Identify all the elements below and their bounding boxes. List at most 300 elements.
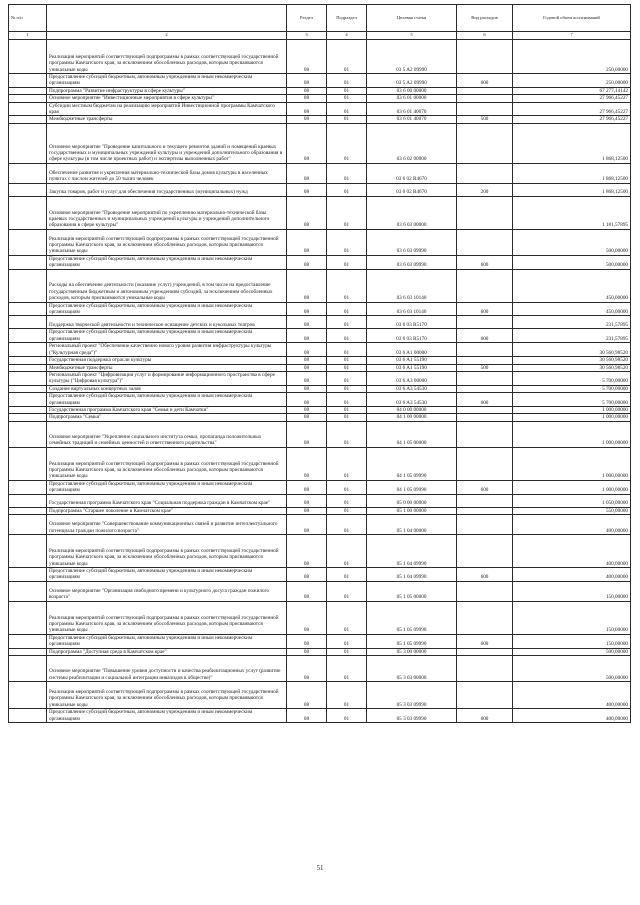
number-cell — [9, 507, 47, 514]
target-article-cell: 03 5 A2 09990 — [367, 40, 457, 74]
amount-cell: 500,00000 — [513, 648, 631, 655]
name-cell: Предоставление субсидий бюджетным, автономным учреждениям и иным некоммерческим организациям — [47, 480, 287, 494]
table-row — [9, 269, 631, 302]
podrazdel-cell: 01 — [327, 709, 367, 723]
target-article-cell: 04 1 00 00000 — [367, 414, 457, 421]
name-cell: Реализация мероприятий соответствующей подпрограммы в рамках соответствующей государственной программы Камчатского края, за исключением обособленных расходов, которым присваиваются уникальные коды — [47, 601, 287, 634]
target-article-cell: 03 6 03 09990 — [367, 229, 457, 255]
target-article-cell: 03 6 01 00000 — [367, 95, 457, 102]
name-cell: Подпрограмма "Доступная среда в Камчатском крае" — [47, 648, 287, 655]
name-cell: Основное мероприятие "Организация свободного времени и культурного досуга граждан пожилого возраста" — [47, 581, 287, 601]
table-row — [9, 316, 631, 329]
target-article-cell: 03 6 00 00000 — [367, 87, 457, 94]
number-cell — [9, 40, 47, 74]
expense-type-cell — [457, 447, 513, 480]
expense-type-cell — [457, 656, 513, 682]
expense-type-cell — [457, 507, 513, 514]
expense-type-cell — [457, 406, 513, 413]
name-cell: Основное мероприятие "Совершенствование коммуникационных связей и развитие интеллектуального потенциала граждан пожилого возраста" — [47, 514, 287, 534]
table-row — [9, 601, 631, 634]
podrazdel-cell: 01 — [327, 255, 367, 269]
table-row — [9, 648, 631, 655]
page-number: 51 — [316, 864, 324, 872]
podrazdel-cell: 01 — [327, 87, 367, 94]
target-article-cell: 05 1 05 09990 — [367, 601, 457, 634]
target-article-cell: 05 1 00 00000 — [367, 507, 457, 514]
razdel-cell: 08 — [287, 183, 327, 196]
target-article-cell: 03 6 02 R4670 — [367, 163, 457, 183]
name-cell: Создание виртуальных концертных залов — [47, 385, 287, 392]
expense-type-cell — [457, 163, 513, 183]
expense-type-cell — [457, 385, 513, 392]
podrazdel-cell: 01 — [327, 581, 367, 601]
expense-type-cell — [457, 87, 513, 94]
name-cell: Основное мероприятие "Укрепление социального института семьи, пропаганда положительных семейных традиций и семейных ценностей и ответственного родительства" — [47, 421, 287, 447]
number-cell — [9, 494, 47, 507]
target-article-cell: 03 6 A1 55190 — [367, 364, 457, 371]
table-row — [9, 634, 631, 648]
razdel-cell: 08 — [287, 494, 327, 507]
name-cell: Предоставление субсидий бюджетным, автономным учреждениям и иным некоммерческим организациям — [47, 393, 287, 407]
target-article-cell: 05 3 03 09990 — [367, 682, 457, 709]
name-cell: Закупка товаров, работ и услуг для обеспечения государственных (муниципальных) нужд — [47, 183, 287, 196]
razdel-cell: 08 — [287, 414, 327, 421]
number-cell — [9, 534, 47, 567]
number-cell — [9, 316, 47, 329]
amount-cell: 67 277,14142 — [513, 87, 631, 94]
number-cell — [9, 364, 47, 371]
target-article-cell: 03 6 A3 54530 — [367, 393, 457, 407]
column-index-cell: 5 — [367, 32, 457, 40]
podrazdel-cell: 01 — [327, 116, 367, 123]
name-cell: Подпрограмма "Развитие инфраструктуры в сфере культуры" — [47, 87, 287, 94]
podrazdel-cell: 01 — [327, 507, 367, 514]
razdel-cell: 08 — [287, 255, 327, 269]
razdel-cell: 08 — [287, 648, 327, 655]
razdel-cell: 08 — [287, 447, 327, 480]
table-header-row — [9, 5, 631, 32]
amount-cell: 500,00000 — [513, 229, 631, 255]
razdel-cell: 08 — [287, 385, 327, 392]
expense-type-cell — [457, 514, 513, 534]
razdel-cell: 08 — [287, 534, 327, 567]
amount-cell: 1 000,00000 — [513, 447, 631, 480]
column-header-number: № п/п — [9, 5, 47, 32]
razdel-cell: 08 — [287, 196, 327, 229]
target-article-cell: 03 6 A3 54530 — [367, 385, 457, 392]
number-cell — [9, 116, 47, 123]
target-article-cell: 03 6 03 10140 — [367, 269, 457, 302]
podrazdel-cell: 01 — [327, 357, 367, 364]
number-cell — [9, 581, 47, 601]
column-index-cell: 1 — [9, 32, 47, 40]
target-article-cell: 05 1 04 09990 — [367, 567, 457, 581]
table-row — [9, 514, 631, 534]
amount-cell: 1 000,00000 — [513, 406, 631, 413]
amount-cell: 1 000,00000 — [513, 421, 631, 447]
podrazdel-cell: 01 — [327, 534, 367, 567]
table-row — [9, 116, 631, 123]
table-row — [9, 414, 631, 421]
table-row — [9, 255, 631, 269]
number-cell — [9, 343, 47, 357]
number-cell — [9, 196, 47, 229]
name-cell: Государственная поддержка отрасли культуры — [47, 357, 287, 364]
amount-cell: 150,00000 — [513, 601, 631, 634]
amount-cell: 250,00000 — [513, 74, 631, 88]
number-cell — [9, 371, 47, 385]
amount-cell: 5 700,00000 — [513, 393, 631, 407]
name-cell: Региональный проект "Цифровизация услуг и формирование информационного пространства в сфере культуры ("Цифровая культура")" — [47, 371, 287, 385]
expense-type-cell — [457, 269, 513, 302]
column-index-cell: 6 — [457, 32, 513, 40]
amount-cell: 1 868,12500 — [513, 163, 631, 183]
column-index-row — [9, 32, 631, 40]
razdel-cell: 08 — [287, 581, 327, 601]
expense-type-cell — [457, 343, 513, 357]
budget-table-page — [8, 4, 630, 723]
podrazdel-cell: 01 — [327, 302, 367, 316]
podrazdel-cell: 01 — [327, 196, 367, 229]
table-row — [9, 507, 631, 514]
table-row — [9, 40, 631, 74]
table-row — [9, 364, 631, 371]
table-row — [9, 480, 631, 494]
table-row — [9, 567, 631, 581]
amount-cell: 30 560,98520 — [513, 364, 631, 371]
expense-type-cell — [457, 196, 513, 229]
amount-cell: 250,00000 — [513, 40, 631, 74]
target-article-cell: 03 6 A1 55190 — [367, 357, 457, 364]
column-header-expense-type: Вид расходов — [457, 5, 513, 32]
razdel-cell: 08 — [287, 656, 327, 682]
amount-cell: 400,00000 — [513, 514, 631, 534]
column-header-razdel: Раздел — [287, 5, 327, 32]
podrazdel-cell: 01 — [327, 371, 367, 385]
table-row — [9, 229, 631, 255]
column-header-podrazdel: Подраздел — [327, 5, 367, 32]
name-cell: Основное мероприятие "Инвестиционные мероприятия в сфере культуры" — [47, 95, 287, 102]
razdel-cell: 08 — [287, 357, 327, 364]
target-article-cell: 03 6 01 40070 — [367, 116, 457, 123]
podrazdel-cell: 01 — [327, 514, 367, 534]
amount-cell: 1 868,12500 — [513, 183, 631, 196]
number-cell — [9, 229, 47, 255]
name-cell: Предоставление субсидий бюджетным, автономным учреждениям и иным некоммерческим организациям — [47, 255, 287, 269]
podrazdel-cell: 01 — [327, 183, 367, 196]
table-row — [9, 163, 631, 183]
number-cell — [9, 393, 47, 407]
amount-cell: 400,00000 — [513, 709, 631, 723]
expense-type-cell — [457, 581, 513, 601]
number-cell — [9, 87, 47, 94]
table-row — [9, 421, 631, 447]
podrazdel-cell: 01 — [327, 74, 367, 88]
target-article-cell: 05 1 04 09990 — [367, 534, 457, 567]
razdel-cell: 08 — [287, 102, 327, 116]
podrazdel-cell: 01 — [327, 229, 367, 255]
razdel-cell: 08 — [287, 95, 327, 102]
razdel-cell: 08 — [287, 393, 327, 407]
podrazdel-cell: 01 — [327, 494, 367, 507]
podrazdel-cell: 01 — [327, 682, 367, 709]
razdel-cell: 08 — [287, 406, 327, 413]
table-row — [9, 123, 631, 163]
target-article-cell: 03 6 03 09990 — [367, 255, 457, 269]
number-cell — [9, 480, 47, 494]
column-header-target-article: Целевая статья — [367, 5, 457, 32]
amount-cell: 400,00000 — [513, 682, 631, 709]
podrazdel-cell: 01 — [327, 40, 367, 74]
amount-cell: 1 868,12500 — [513, 123, 631, 163]
expense-type-cell — [457, 102, 513, 116]
target-article-cell: 04 1 05 09990 — [367, 447, 457, 480]
amount-cell: 5 700,00000 — [513, 371, 631, 385]
podrazdel-cell: 01 — [327, 656, 367, 682]
expense-type-cell — [457, 123, 513, 163]
column-header-annual-amount: Годовой объем ассигнований — [513, 5, 631, 32]
name-cell: Подпрограмма "Семья" — [47, 414, 287, 421]
number-cell — [9, 385, 47, 392]
name-cell: Расходы на обеспечение деятельности (оказание услуг) учреждений, в том числе на предоставление государственным бюджетным и автономным учреждениям субсидий, за исключением обособленных расходов, которым присваиваются уникальные коды — [47, 269, 287, 302]
expense-type-cell: 500 — [457, 364, 513, 371]
expense-type-cell: 600 — [457, 393, 513, 407]
expense-type-cell: 600 — [457, 567, 513, 581]
table-row — [9, 494, 631, 507]
podrazdel-cell: 01 — [327, 393, 367, 407]
amount-cell: 1 050,00000 — [513, 494, 631, 507]
name-cell: Предоставление субсидий бюджетным, автономным учреждениям и иным некоммерческим организациям — [47, 709, 287, 723]
name-cell: Подпрограмма "Старшее поколение в Камчатском крае" — [47, 507, 287, 514]
target-article-cell: 03 6 A1 00000 — [367, 343, 457, 357]
podrazdel-cell: 01 — [327, 163, 367, 183]
number-cell — [9, 269, 47, 302]
name-cell: Государственная программа Камчатского края "Семья и дети Камчатки" — [47, 406, 287, 413]
column-header-name — [47, 5, 287, 32]
podrazdel-cell: 01 — [327, 343, 367, 357]
table-row — [9, 302, 631, 316]
table-row — [9, 682, 631, 709]
target-article-cell: 05 0 00 00000 — [367, 494, 457, 507]
column-index-cell: 3 — [287, 32, 327, 40]
podrazdel-cell: 01 — [327, 567, 367, 581]
table-row — [9, 102, 631, 116]
razdel-cell: 08 — [287, 316, 327, 329]
number-cell — [9, 163, 47, 183]
target-article-cell: 05 3 03 09990 — [367, 709, 457, 723]
razdel-cell: 08 — [287, 343, 327, 357]
expense-type-cell — [457, 414, 513, 421]
razdel-cell: 08 — [287, 709, 327, 723]
razdel-cell: 08 — [287, 514, 327, 534]
name-cell: Реализация мероприятий соответствующей подпрограммы в рамках соответствующей государственной программы Камчатского края, за исключением обособленных расходов, которым присваиваются уникальные коды — [47, 229, 287, 255]
number-cell — [9, 95, 47, 102]
table-row — [9, 447, 631, 480]
amount-cell: 150,00000 — [513, 634, 631, 648]
expense-type-cell: 600 — [457, 329, 513, 343]
number-cell — [9, 123, 47, 163]
budget-table — [8, 4, 631, 723]
name-cell: Основное мероприятие "Проведение капитального и текущего ремонтов зданий и помещений краевых государственных и муниципальных учреждений культуры и учреждений дополнительного образования в сфере культуры (в том числе проектных работ) и экспертизы выполненных работ" — [47, 123, 287, 163]
podrazdel-cell: 01 — [327, 421, 367, 447]
number-cell — [9, 302, 47, 316]
number-cell — [9, 357, 47, 364]
expense-type-cell — [457, 421, 513, 447]
number-cell — [9, 682, 47, 709]
razdel-cell: 08 — [287, 371, 327, 385]
table-row — [9, 581, 631, 601]
number-cell — [9, 447, 47, 480]
expense-type-cell — [457, 682, 513, 709]
target-article-cell: 04 1 05 09990 — [367, 480, 457, 494]
name-cell: Предоставление субсидий бюджетным, автономным учреждениям и иным некоммерческим организациям — [47, 634, 287, 648]
target-article-cell: 05 1 04 00000 — [367, 514, 457, 534]
number-cell — [9, 406, 47, 413]
amount-cell: 450,00000 — [513, 269, 631, 302]
target-article-cell: 03 6 A3 00000 — [367, 371, 457, 385]
amount-cell: 1 000,00000 — [513, 414, 631, 421]
table-row — [9, 183, 631, 196]
number-cell — [9, 255, 47, 269]
razdel-cell: 08 — [287, 116, 327, 123]
razdel-cell: 08 — [287, 507, 327, 514]
podrazdel-cell: 01 — [327, 414, 367, 421]
name-cell: Межбюджетные трансферты — [47, 116, 287, 123]
table-row — [9, 393, 631, 407]
razdel-cell: 08 — [287, 634, 327, 648]
target-article-cell: 03 6 03 R5170 — [367, 329, 457, 343]
amount-cell: 450,00000 — [513, 302, 631, 316]
target-article-cell: 05 3 03 00000 — [367, 656, 457, 682]
amount-cell: 27 966,45227 — [513, 102, 631, 116]
name-cell: Поддержка творческой деятельности и техническое оснащение детских и кукольных театров — [47, 316, 287, 329]
column-index-cell: 7 — [513, 32, 631, 40]
number-cell — [9, 601, 47, 634]
amount-cell: 27 966,45227 — [513, 116, 631, 123]
number-cell — [9, 648, 47, 655]
expense-type-cell: 600 — [457, 480, 513, 494]
expense-type-cell: 600 — [457, 302, 513, 316]
table-row — [9, 87, 631, 94]
number-cell — [9, 567, 47, 581]
amount-cell: 27 966,45227 — [513, 95, 631, 102]
expense-type-cell — [457, 534, 513, 567]
podrazdel-cell: 01 — [327, 269, 367, 302]
amount-cell: 400,00000 — [513, 567, 631, 581]
name-cell: Реализация мероприятий соответствующей подпрограммы в рамках соответствующей государственной программы Камчатского края, за исключением обособленных расходов, которым присваиваются уникальные коды — [47, 447, 287, 480]
table-row — [9, 371, 631, 385]
razdel-cell: 08 — [287, 421, 327, 447]
target-article-cell: 03 6 03 R5170 — [367, 316, 457, 329]
amount-cell: 1 181,57895 — [513, 196, 631, 229]
name-cell: Региональный проект "Обеспечение качественно нового уровня развития инфраструктуры культуры ("Культурная среда")" — [47, 343, 287, 357]
name-cell: Основное мероприятие "Повышение уровня доступности и качества реабилитационных услуг (развитие системы реабилитации и социальной интеграции инвалидов в обществе)" — [47, 656, 287, 682]
amount-cell: 500,00000 — [513, 255, 631, 269]
razdel-cell: 08 — [287, 163, 327, 183]
table-row — [9, 95, 631, 102]
razdel-cell: 08 — [287, 269, 327, 302]
expense-type-cell — [457, 316, 513, 329]
expense-type-cell — [457, 648, 513, 655]
expense-type-cell — [457, 494, 513, 507]
expense-type-cell — [457, 601, 513, 634]
amount-cell: 231,57895 — [513, 316, 631, 329]
name-cell: Предоставление субсидий бюджетным, автономным учреждениям и иным некоммерческим организациям — [47, 329, 287, 343]
name-cell: Реализация мероприятий соответствующей подпрограммы в рамках соответствующей государственной программы Камчатского края, за исключением обособленных расходов, которым присваиваются уникальные коды — [47, 534, 287, 567]
column-index-cell: 4 — [327, 32, 367, 40]
name-cell: Основное мероприятие "Проведение мероприятий по укреплению материально-технической базы краевых государственных и муниципальных учреждений культуры и учреждений дополнительного образования в сфере культуры" — [47, 196, 287, 229]
table-row — [9, 196, 631, 229]
target-article-cell: 03 6 03 00000 — [367, 196, 457, 229]
name-cell: Межбюджетные трансферты — [47, 364, 287, 371]
podrazdel-cell: 01 — [327, 385, 367, 392]
razdel-cell: 08 — [287, 74, 327, 88]
podrazdel-cell: 01 — [327, 95, 367, 102]
expense-type-cell — [457, 95, 513, 102]
podrazdel-cell: 01 — [327, 102, 367, 116]
table-row — [9, 74, 631, 88]
number-cell — [9, 329, 47, 343]
number-cell — [9, 634, 47, 648]
razdel-cell: 08 — [287, 601, 327, 634]
target-article-cell: 04 0 00 00000 — [367, 406, 457, 413]
name-cell: Субсидии местным бюджетам на реализацию мероприятий Инвестиционной программы Камчатского края — [47, 102, 287, 116]
podrazdel-cell: 01 — [327, 364, 367, 371]
podrazdel-cell: 01 — [327, 316, 367, 329]
target-article-cell: 05 1 05 09990 — [367, 634, 457, 648]
razdel-cell: 08 — [287, 40, 327, 74]
table-row — [9, 656, 631, 682]
podrazdel-cell: 01 — [327, 480, 367, 494]
target-article-cell: 05 1 05 00000 — [367, 581, 457, 601]
expense-type-cell — [457, 357, 513, 364]
razdel-cell: 08 — [287, 364, 327, 371]
target-article-cell: 04 1 05 00000 — [367, 421, 457, 447]
name-cell: Реализация мероприятий соответствующей подпрограммы в рамках соответствующей государственной программы Камчатского края, за исключением обособленных расходов, которым присваиваются уникальные коды — [47, 682, 287, 709]
podrazdel-cell: 01 — [327, 406, 367, 413]
podrazdel-cell: 01 — [327, 123, 367, 163]
number-cell — [9, 421, 47, 447]
expense-type-cell: 600 — [457, 255, 513, 269]
expense-type-cell — [457, 40, 513, 74]
amount-cell: 30 560,98520 — [513, 343, 631, 357]
expense-type-cell: 500 — [457, 116, 513, 123]
podrazdel-cell: 01 — [327, 601, 367, 634]
table-row — [9, 329, 631, 343]
name-cell: Предоставление субсидий бюджетным, автономным учреждениям и иным некоммерческим организациям — [47, 567, 287, 581]
podrazdel-cell: 01 — [327, 648, 367, 655]
expense-type-cell: 600 — [457, 74, 513, 88]
name-cell: Государственная программа Камчатского края "Социальная поддержка граждан в Камчатском крае" — [47, 494, 287, 507]
razdel-cell: 08 — [287, 123, 327, 163]
number-cell — [9, 74, 47, 88]
expense-type-cell — [457, 371, 513, 385]
number-cell — [9, 183, 47, 196]
expense-type-cell: 600 — [457, 634, 513, 648]
number-cell — [9, 514, 47, 534]
table-row — [9, 385, 631, 392]
amount-cell: 150,00000 — [513, 581, 631, 601]
amount-cell: 5 700,00000 — [513, 385, 631, 392]
column-index-cell: 2 — [47, 32, 287, 40]
table-row — [9, 534, 631, 567]
razdel-cell: 08 — [287, 567, 327, 581]
expense-type-cell: 200 — [457, 183, 513, 196]
razdel-cell: 08 — [287, 329, 327, 343]
amount-cell: 1 000,00000 — [513, 480, 631, 494]
razdel-cell: 08 — [287, 229, 327, 255]
target-article-cell: 03 6 01 40070 — [367, 102, 457, 116]
